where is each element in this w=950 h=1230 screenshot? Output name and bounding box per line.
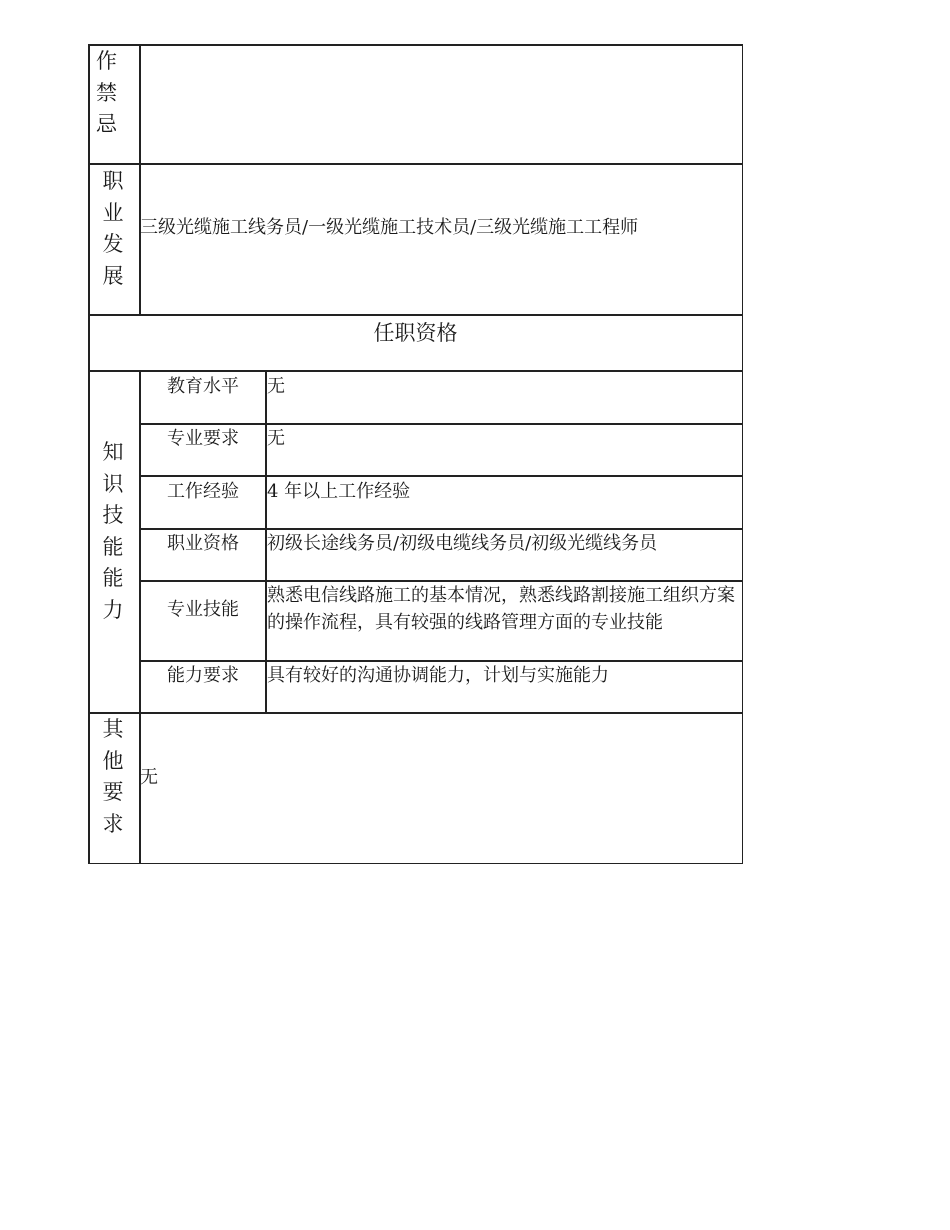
table-border-top [88, 44, 743, 46]
knowledge-label-char: 能 [102, 534, 124, 559]
education-level-value: 无 [267, 376, 285, 397]
professional-qualification-value: 初级长途线务员/初级电缆线务员/初级光缆线务员 [267, 533, 658, 554]
career-label-char: 职 [102, 169, 124, 193]
knowledge-label-char: 知 [102, 440, 124, 464]
other-requirements-label [88, 714, 138, 840]
other-label-char: 求 [102, 811, 124, 836]
ability-requirement-value: 具有较好的沟通协调能力，计划与实施能力 [267, 665, 609, 686]
taboo-label-char: 忌 [96, 112, 117, 136]
professional-skills-label: 专业技能 [167, 599, 239, 620]
row-divider [139, 475, 743, 477]
career-label-char: 展 [102, 263, 124, 288]
major-requirement-label: 专业要求 [167, 428, 239, 449]
ability-requirement-label: 能力要求 [167, 665, 239, 686]
professional-skills-value: 熟悉电信线路施工的基本情况，熟悉线路割接施工组织方案的操作流程，具有较强的线路管理方面的专业技能 [267, 585, 735, 633]
row-divider [88, 712, 743, 714]
taboo-label-char: 作 [96, 49, 117, 73]
major-requirement-value: 无 [267, 428, 285, 449]
job-qualification-table [88, 44, 743, 864]
knowledge-label-char: 力 [102, 597, 124, 622]
row-divider [88, 370, 743, 372]
other-requirements-value: 无 [140, 767, 158, 788]
other-label-char: 其 [102, 717, 124, 741]
knowledge-label-char: 技 [102, 503, 124, 527]
education-level-label: 教育水平 [167, 376, 239, 397]
career-label [88, 166, 138, 292]
row-divider [88, 163, 743, 165]
row-divider [88, 314, 743, 316]
work-experience-label: 工作经验 [167, 481, 239, 502]
other-label-char: 他 [102, 748, 124, 773]
professional-qualification-label: 职业资格 [167, 533, 239, 554]
knowledge-label-char: 识 [102, 471, 124, 496]
table-border-right [742, 44, 744, 864]
taboo-label-char: 禁 [96, 80, 117, 105]
table-border-bottom [88, 863, 743, 865]
career-label-char: 业 [102, 200, 124, 225]
column-divider [139, 44, 141, 314]
knowledge-label-char: 能 [102, 566, 124, 590]
work-experience-value: 4 年以上工作经验 [267, 481, 411, 502]
qualification-header: 任职资格 [373, 321, 458, 345]
career-value: 三级光缆施工线务员/一级光缆施工技术员/三级光缆施工工程师 [140, 217, 639, 238]
other-label-char: 要 [102, 780, 124, 804]
knowledge-label [88, 437, 138, 626]
taboo-label [92, 46, 136, 141]
career-label-char: 发 [102, 232, 124, 256]
